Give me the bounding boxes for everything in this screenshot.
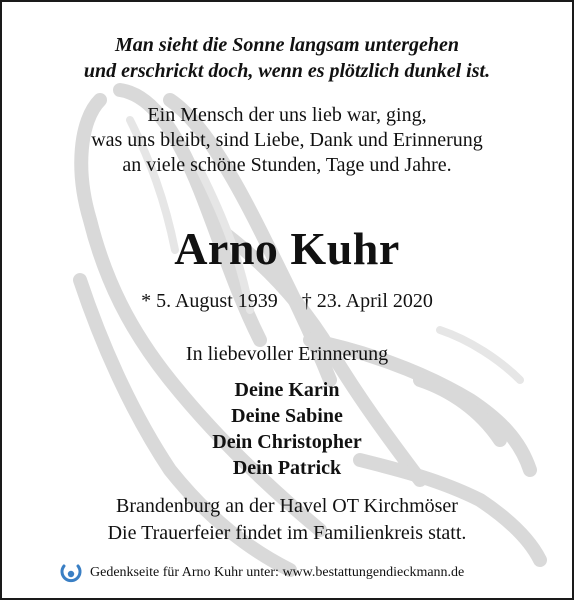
verse-line-2: was uns bleibt, sind Liebe, Dank und Erinnerung	[91, 129, 483, 151]
mourner-karin: Deine Karin	[234, 379, 340, 401]
memorial-logo-icon	[60, 562, 82, 584]
death-date: † 23. April 2020	[301, 290, 433, 312]
deceased-name: Arno Kuhr	[174, 223, 400, 274]
verse-line-3: an viele schöne Stunden, Tage und Jahre.	[122, 154, 452, 176]
birth-date: * 5. August 1939	[141, 290, 278, 312]
memorial-page-text[interactable]: Gedenkseite für Arno Kuhr unter: www.bestattungendieckmann.de	[90, 565, 465, 580]
mourner-patrick: Dein Patrick	[232, 457, 342, 479]
life-dates	[0, 290, 574, 313]
mourner-sabine: Deine Sabine	[231, 405, 343, 427]
mourner-christopher: Dein Christopher	[212, 431, 362, 453]
motto-line-2: und erschrickt doch, wenn es plötzlich dunkel ist.	[83, 60, 491, 82]
memory-line: In liebevoller Erinnerung	[185, 343, 389, 365]
memorial-page-footer	[60, 562, 464, 584]
verse-line-1: Ein Mensch der uns lieb war, ging,	[147, 104, 427, 126]
funeral-note: Die Trauerfeier findet im Familienkreis statt.	[107, 522, 467, 544]
motto-line-1: Man sieht die Sonne langsam untergehen	[115, 34, 459, 56]
place-line: Brandenburg an der Havel OT Kirchmöser	[116, 495, 458, 517]
